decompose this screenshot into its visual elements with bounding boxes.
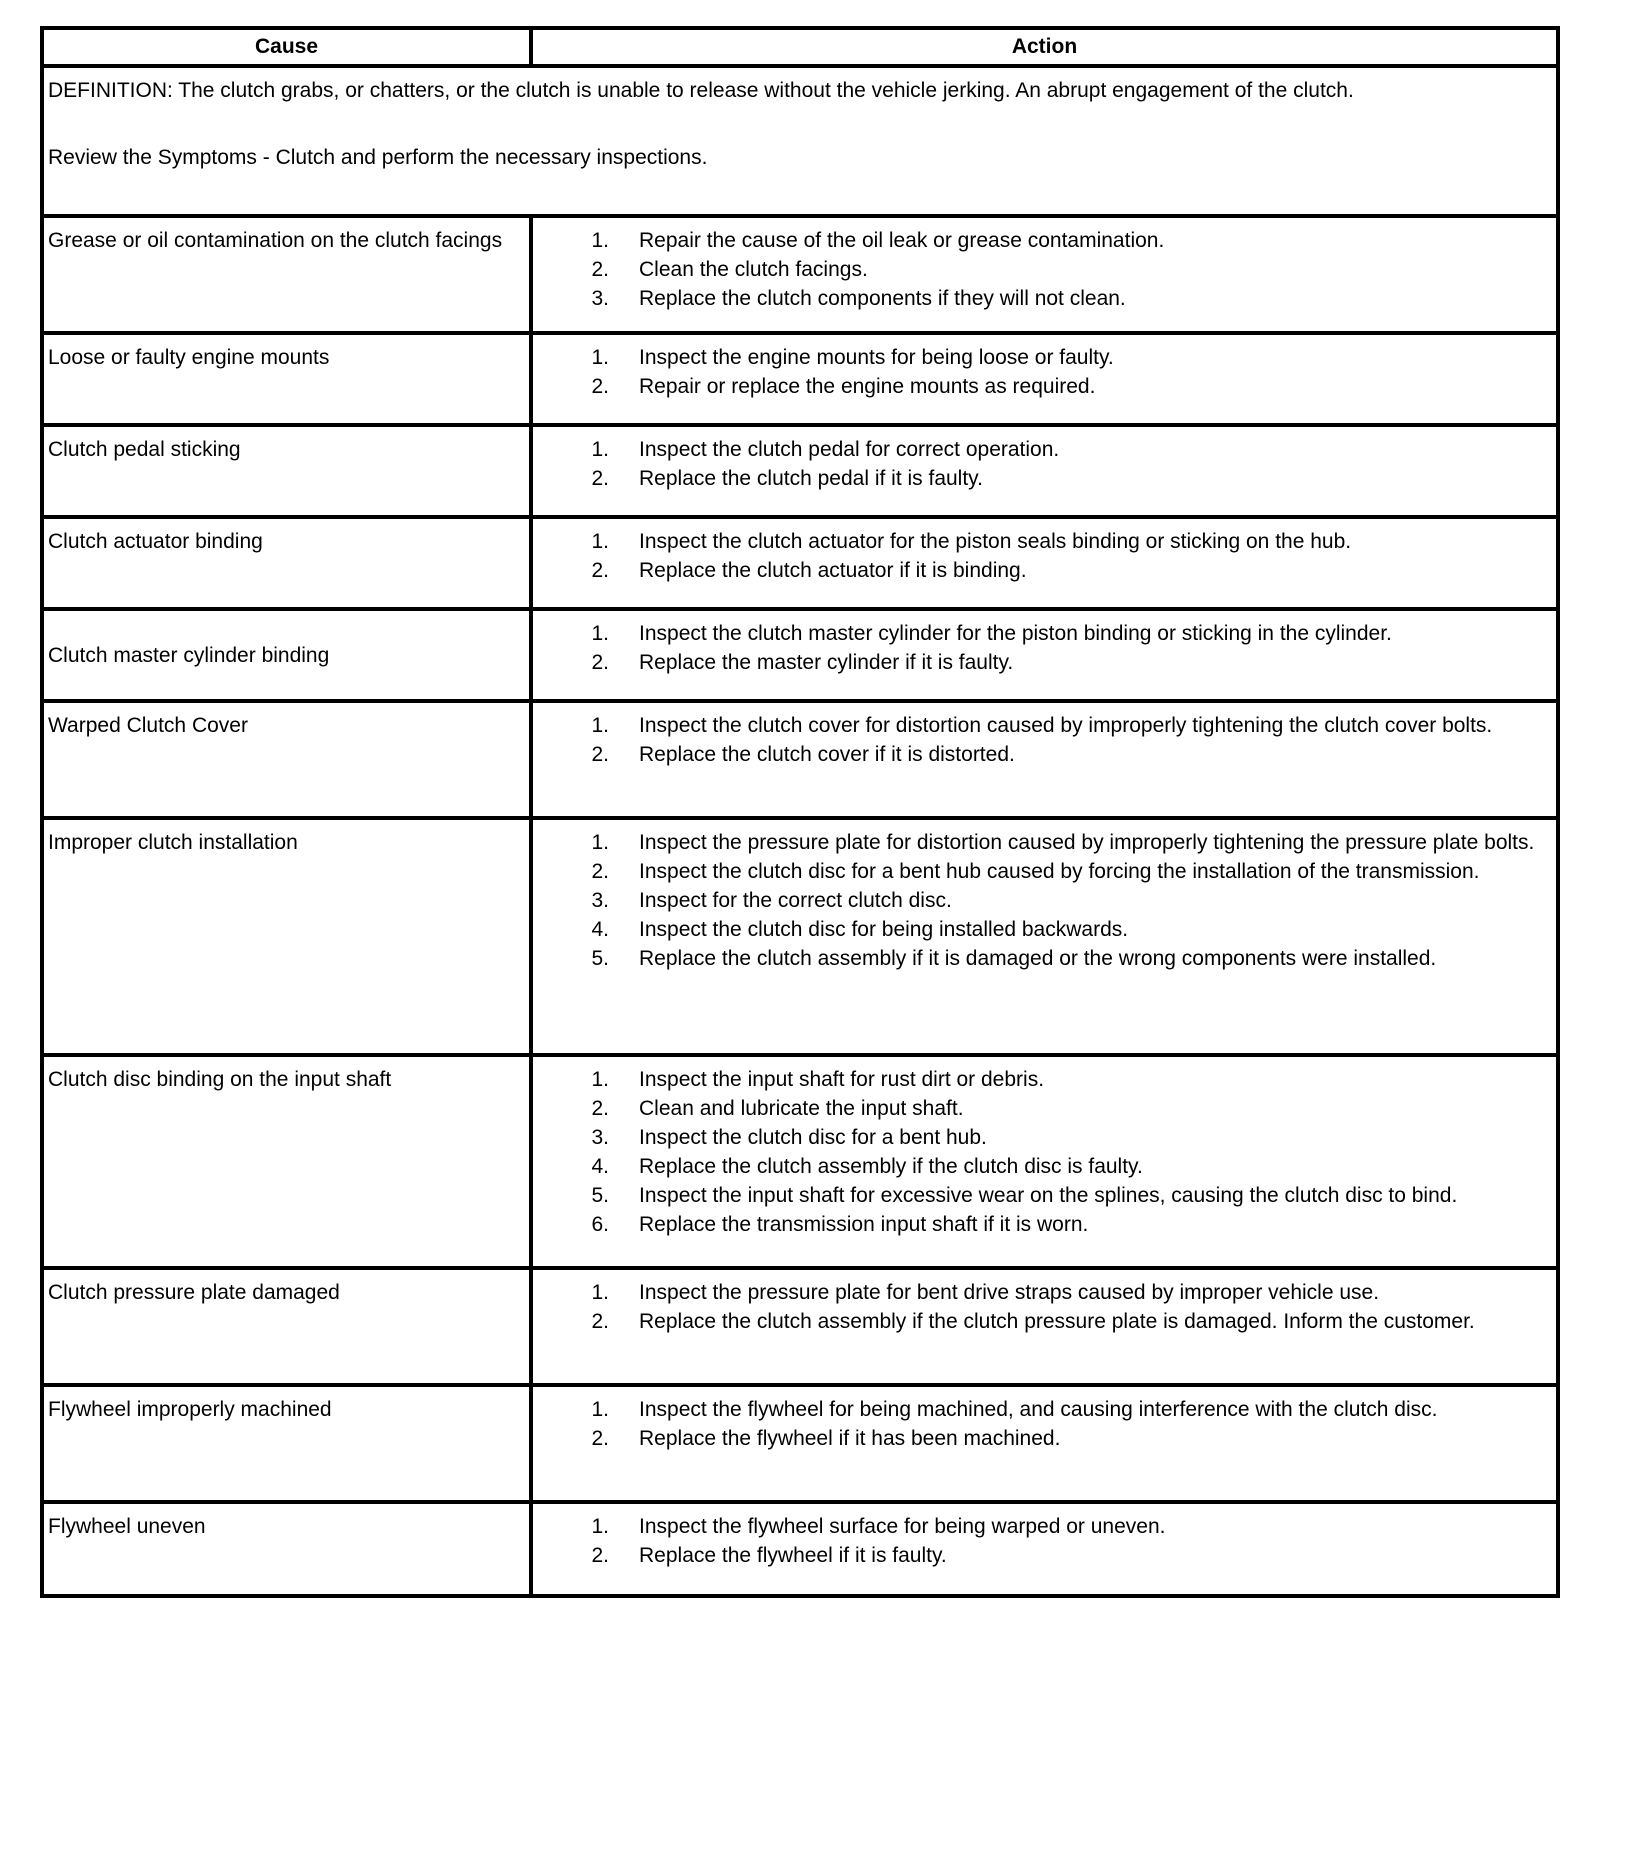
cause-cell: Flywheel uneven	[42, 1502, 531, 1596]
action-step	[533, 1094, 1550, 1123]
step-number: 3.	[591, 287, 609, 310]
step-text: Inspect the pressure plate for distortion caused by improperly tightening the pressure plate bolts.	[639, 831, 1535, 854]
step-text: Inspect the clutch actuator for the piston seals binding or sticking on the hub.	[639, 530, 1352, 553]
action-steps	[533, 1278, 1550, 1336]
step-number: 4.	[591, 918, 609, 941]
step-text: Inspect for the correct clutch disc.	[639, 889, 952, 912]
step-text: Clean the clutch facings.	[639, 258, 868, 281]
action-cell	[531, 1268, 1558, 1385]
action-step	[533, 886, 1550, 915]
review-text: Review the Symptoms - Clutch and perform the necessary inspections.	[48, 146, 708, 169]
action-step	[533, 1541, 1550, 1570]
step-text: Inspect the clutch disc for a bent hub caused by forcing the installation of the transmission.	[639, 860, 1480, 883]
action-step	[533, 740, 1550, 769]
cause-header: Cause	[42, 28, 531, 66]
step-number: 2.	[591, 1097, 609, 1120]
action-step	[533, 1123, 1550, 1152]
action-step	[533, 372, 1550, 401]
table-row	[42, 216, 1558, 333]
step-text: Replace the flywheel if it is faulty.	[639, 1544, 947, 1567]
action-step	[533, 226, 1550, 255]
step-number: 1.	[591, 1515, 609, 1538]
step-number: 3.	[591, 1126, 609, 1149]
step-text: Replace the clutch cover if it is distorted.	[639, 743, 1015, 766]
table-row	[42, 1268, 1558, 1385]
step-text: Inspect the clutch disc for being installed backwards.	[639, 918, 1129, 941]
table-row	[42, 1055, 1558, 1268]
action-step	[533, 284, 1550, 313]
action-steps	[533, 343, 1550, 401]
action-cell	[531, 1385, 1558, 1502]
action-step	[533, 711, 1550, 740]
action-cell	[531, 216, 1558, 333]
step-number: 4.	[591, 1155, 609, 1178]
step-text: Clean and lubricate the input shaft.	[639, 1097, 964, 1120]
step-number: 5.	[591, 1184, 609, 1207]
action-cell	[531, 701, 1558, 818]
cause-cell: Flywheel improperly machined	[42, 1385, 531, 1502]
action-step	[533, 1512, 1550, 1541]
action-steps	[533, 226, 1550, 313]
step-text: Inspect the flywheel for being machined, and causing interference with the clutch disc.	[639, 1398, 1438, 1421]
step-number: 5.	[591, 947, 609, 970]
action-step	[533, 944, 1550, 973]
action-step	[533, 556, 1550, 585]
cause-cell: Clutch pedal sticking	[42, 425, 531, 517]
step-number: 6.	[591, 1213, 609, 1236]
action-steps	[533, 435, 1550, 493]
diagnostic-table	[40, 26, 1560, 1598]
action-step	[533, 255, 1550, 284]
action-step	[533, 1210, 1550, 1239]
step-number: 2.	[591, 743, 609, 766]
action-step	[533, 527, 1550, 556]
action-step	[533, 1152, 1550, 1181]
step-text: Inspect the pressure plate for bent drive straps caused by improper vehicle use.	[639, 1281, 1380, 1304]
table-row	[42, 701, 1558, 818]
action-step	[533, 1395, 1550, 1424]
step-number: 1.	[591, 831, 609, 854]
action-step	[533, 1424, 1550, 1453]
action-steps	[533, 619, 1550, 677]
cause-cell: Clutch master cylinder binding	[42, 609, 531, 701]
table-row	[42, 425, 1558, 517]
step-number: 1.	[591, 438, 609, 461]
action-cell	[531, 333, 1558, 425]
step-number: 1.	[591, 714, 609, 737]
table-row	[42, 609, 1558, 701]
action-cell	[531, 425, 1558, 517]
action-cell	[531, 1055, 1558, 1268]
action-steps	[533, 828, 1550, 973]
action-steps	[533, 1512, 1550, 1570]
step-text: Replace the flywheel if it has been machined.	[639, 1427, 1061, 1450]
action-step	[533, 857, 1550, 886]
action-step	[533, 1307, 1550, 1336]
action-steps	[533, 527, 1550, 585]
step-number: 1.	[591, 1068, 609, 1091]
step-text: Replace the clutch assembly if the clutch disc is faulty.	[639, 1155, 1143, 1178]
step-number: 2.	[591, 1310, 609, 1333]
step-text: Replace the clutch assembly if it is damaged or the wrong components were installed.	[639, 947, 1437, 970]
cause-cell: Grease or oil contamination on the clutch facings	[42, 216, 531, 333]
step-number: 2.	[591, 860, 609, 883]
action-cell	[531, 818, 1558, 1055]
action-header: Action	[531, 28, 1558, 66]
step-text: Inspect the engine mounts for being loose or faulty.	[639, 346, 1114, 369]
step-number: 2.	[591, 467, 609, 490]
step-number: 3.	[591, 889, 609, 912]
table-row	[42, 818, 1558, 1055]
step-number: 1.	[591, 530, 609, 553]
action-step	[533, 1181, 1550, 1210]
step-number: 1.	[591, 229, 609, 252]
definition-cell	[42, 66, 1558, 216]
step-text: Inspect the clutch cover for distortion caused by improperly tightening the clutch cover bolts.	[639, 714, 1493, 737]
action-steps	[533, 1395, 1550, 1453]
definition-row	[42, 66, 1558, 216]
step-text: Replace the clutch assembly if the clutch pressure plate is damaged. Inform the customer.	[639, 1310, 1475, 1333]
action-cell	[531, 609, 1558, 701]
step-text: Repair or replace the engine mounts as required.	[639, 375, 1096, 398]
step-text: Inspect the clutch disc for a bent hub.	[639, 1126, 987, 1149]
step-number: 1.	[591, 346, 609, 369]
table-row	[42, 1385, 1558, 1502]
step-number: 1.	[591, 622, 609, 645]
header-row	[42, 28, 1558, 66]
step-text: Replace the clutch pedal if it is faulty.	[639, 467, 983, 490]
action-cell	[531, 1502, 1558, 1596]
cause-cell: Loose or faulty engine mounts	[42, 333, 531, 425]
step-text: Inspect the clutch pedal for correct operation.	[639, 438, 1060, 461]
cause-cell: Improper clutch installation	[42, 818, 531, 1055]
step-text: Inspect the input shaft for excessive wear on the splines, causing the clutch disc to bind.	[639, 1184, 1458, 1207]
step-number: 2.	[591, 651, 609, 674]
step-number: 2.	[591, 1427, 609, 1450]
action-step	[533, 619, 1550, 648]
step-number: 2.	[591, 375, 609, 398]
action-step	[533, 648, 1550, 677]
cause-cell: Clutch disc binding on the input shaft	[42, 1055, 531, 1268]
step-number: 2.	[591, 1544, 609, 1567]
action-step	[533, 343, 1550, 372]
cause-cell: Warped Clutch Cover	[42, 701, 531, 818]
step-number: 2.	[591, 258, 609, 281]
step-text: Inspect the input shaft for rust dirt or debris.	[639, 1068, 1045, 1091]
cause-cell: Clutch pressure plate damaged	[42, 1268, 531, 1385]
table-row	[42, 333, 1558, 425]
action-step	[533, 1065, 1550, 1094]
step-text: Repair the cause of the oil leak or grease contamination.	[639, 229, 1165, 252]
step-text: Replace the transmission input shaft if it is worn.	[639, 1213, 1089, 1236]
cause-cell: Clutch actuator binding	[42, 517, 531, 609]
step-number: 2.	[591, 559, 609, 582]
step-text: Replace the clutch actuator if it is binding.	[639, 559, 1027, 582]
step-text: Inspect the clutch master cylinder for the piston binding or sticking in the cylinder.	[639, 622, 1392, 645]
action-cell	[531, 517, 1558, 609]
action-steps	[533, 1065, 1550, 1239]
action-step	[533, 464, 1550, 493]
table-row	[42, 517, 1558, 609]
action-step	[533, 915, 1550, 944]
step-number: 1.	[591, 1281, 609, 1304]
diagnostic-page	[40, 26, 1556, 1598]
definition-text: DEFINITION: The clutch grabs, or chatters, or the clutch is unable to release without the vehicle jerking. An abrupt engagement of the clutch.	[48, 79, 1354, 102]
action-step	[533, 435, 1550, 464]
step-text: Replace the master cylinder if it is faulty.	[639, 651, 1014, 674]
step-text: Inspect the flywheel surface for being warped or uneven.	[639, 1515, 1166, 1538]
step-number: 1.	[591, 1398, 609, 1421]
step-text: Replace the clutch components if they will not clean.	[639, 287, 1126, 310]
action-step	[533, 828, 1550, 857]
action-step	[533, 1278, 1550, 1307]
action-steps	[533, 711, 1550, 769]
table-row	[42, 1502, 1558, 1596]
